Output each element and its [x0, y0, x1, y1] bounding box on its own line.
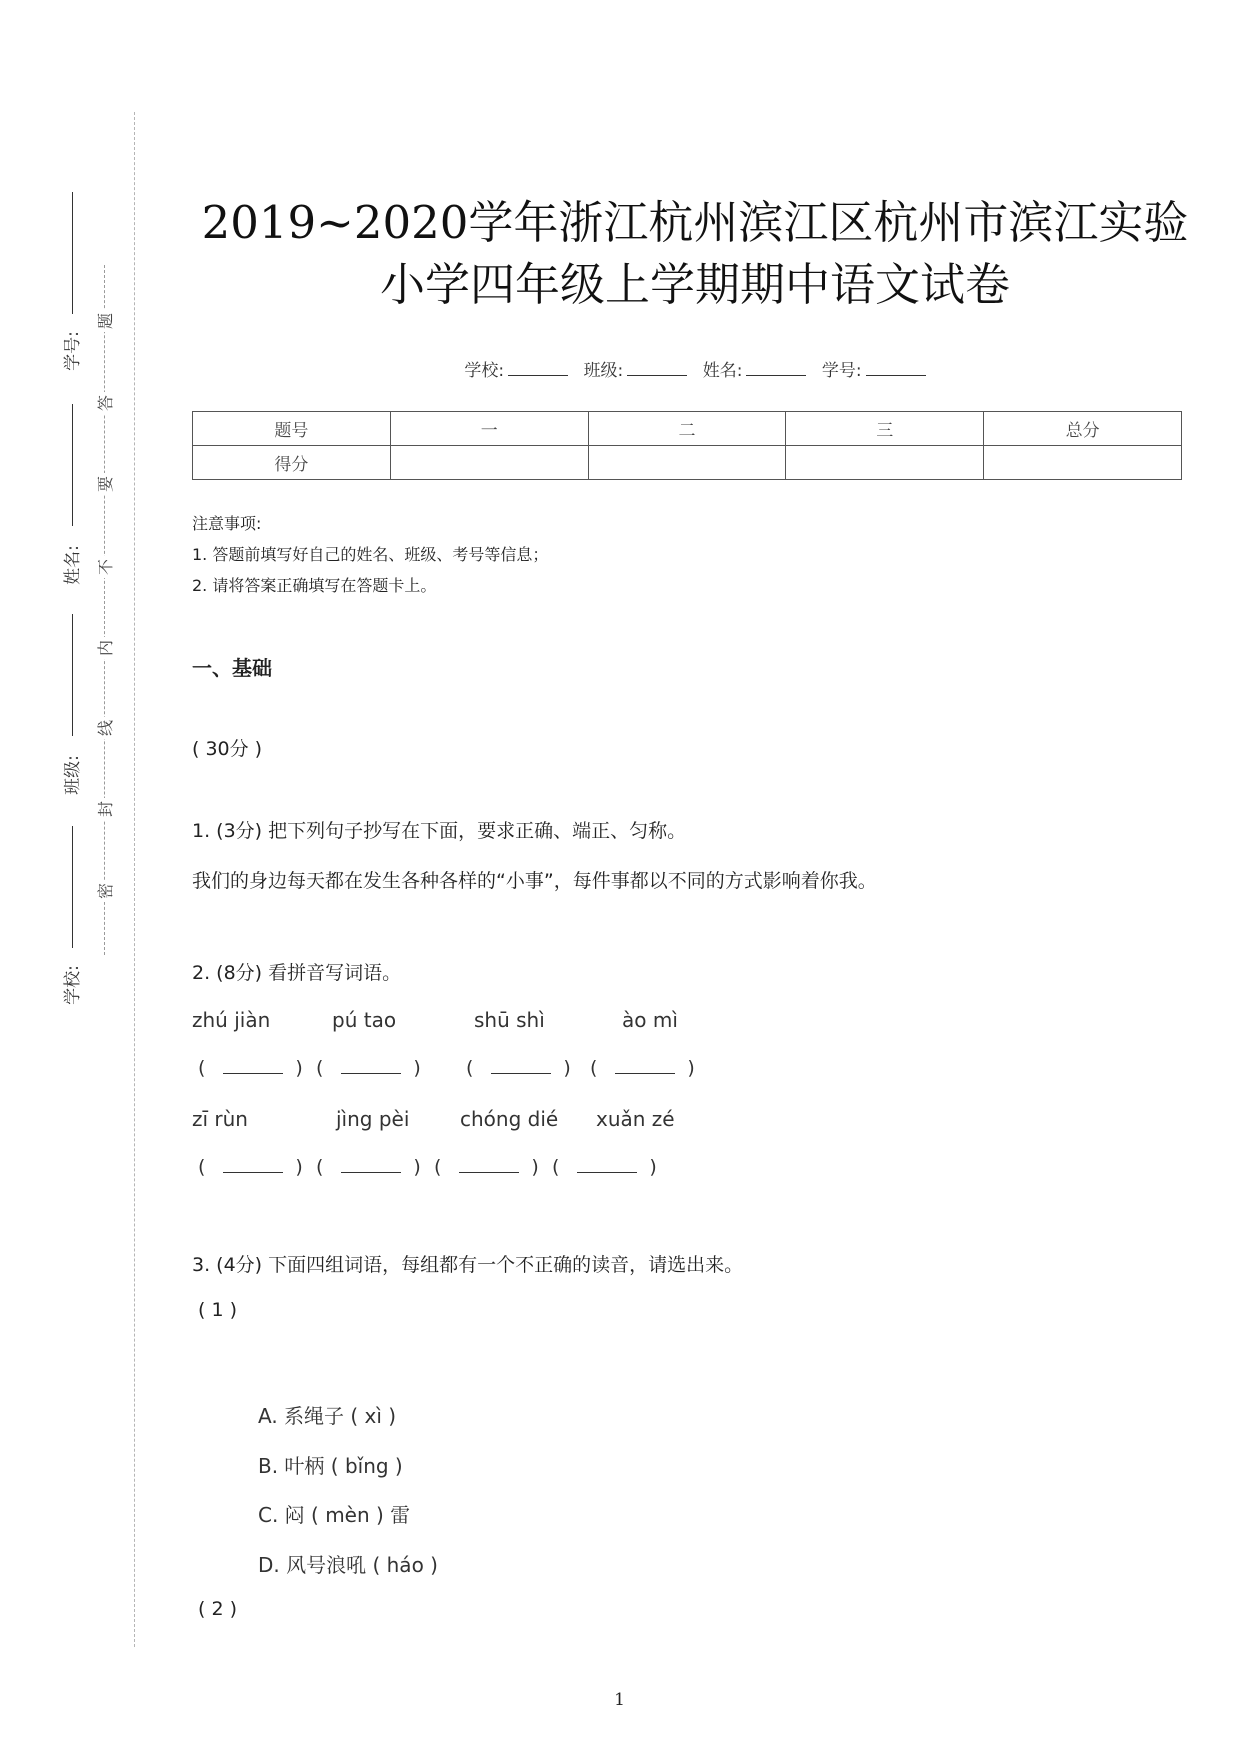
- school-label: 学校:: [63, 965, 83, 1005]
- table-cell: 题号: [193, 412, 391, 446]
- answer-parens[interactable]: ( ): [198, 1057, 303, 1079]
- answer-parens[interactable]: ( ): [552, 1156, 657, 1178]
- student-name-line[interactable]: [72, 404, 73, 526]
- table-cell: 一: [390, 412, 588, 446]
- question-1-stem: 1. (3分) 把下列句子抄写在下面，要求正确、端正、匀称。: [192, 820, 687, 842]
- school-info-label: 学校:: [464, 361, 505, 381]
- seal-char: 题: [93, 310, 115, 332]
- id-blank[interactable]: [866, 361, 926, 376]
- pinyin-label: xuǎn zé: [596, 1107, 675, 1131]
- table-cell: 三: [786, 412, 984, 446]
- name-info-label: 姓名:: [702, 361, 743, 381]
- binding-cut-line: [134, 112, 135, 1647]
- notes-item: 1. 答题前填写好自己的姓名、班级、考号等信息；: [192, 545, 549, 564]
- seal-char: 线: [93, 717, 115, 739]
- student-info-line: [170, 356, 1220, 381]
- answer-parens[interactable]: ( ): [316, 1057, 421, 1079]
- option-c[interactable]: C. 闷 ( mèn ) 雷: [258, 1503, 411, 1527]
- score-cell[interactable]: [390, 446, 588, 480]
- title-line-1: 2019~2020学年浙江杭州滨江区杭州市滨江实验: [201, 196, 1189, 249]
- title-line-2: 小学四年级上学期期中语文试卷: [379, 258, 1010, 311]
- school-blank[interactable]: [508, 361, 568, 376]
- option-a[interactable]: A. 系绳子 ( xì ): [258, 1404, 397, 1428]
- pinyin-label: jìng pèi: [336, 1107, 410, 1131]
- pinyin-label: ào mì: [622, 1008, 678, 1032]
- answer-parens[interactable]: ( ): [198, 1156, 303, 1178]
- student-name-label: 姓名:: [63, 545, 83, 585]
- table-cell: 总分: [984, 412, 1182, 446]
- seal-dashed-line: [104, 265, 105, 955]
- table-row: [193, 446, 1182, 480]
- seal-char: 不: [93, 556, 115, 578]
- option-d[interactable]: D. 风号浪吼 ( háo ): [258, 1553, 438, 1577]
- seal-char: 内: [93, 637, 115, 659]
- name-blank[interactable]: [746, 361, 806, 376]
- class-line[interactable]: [72, 614, 73, 736]
- seal-char: 封: [93, 798, 115, 820]
- score-cell[interactable]: [984, 446, 1182, 480]
- table-cell: 得分: [193, 446, 391, 480]
- score-table: [192, 411, 1182, 480]
- page-number: 1: [614, 1690, 625, 1710]
- answer-parens[interactable]: ( ): [316, 1156, 421, 1178]
- notes-heading: 注意事项:: [192, 514, 262, 533]
- pinyin-label: chóng dié: [460, 1107, 559, 1131]
- class-blank[interactable]: [627, 361, 687, 376]
- score-cell[interactable]: [786, 446, 984, 480]
- seal-char: 密: [93, 880, 115, 902]
- class-info-label: 班级:: [583, 361, 624, 381]
- option-b[interactable]: B. 叶柄 ( bǐng ): [258, 1454, 403, 1478]
- question-1-sentence: 我们的身边每天都在发生各种各样的“小事”，每件事都以不同的方式影响着你我。: [192, 870, 877, 892]
- student-id-line[interactable]: [72, 192, 73, 314]
- answer-parens[interactable]: ( ): [434, 1156, 539, 1178]
- pinyin-label: zī rùn: [192, 1107, 248, 1131]
- pinyin-label: zhú jiàn: [192, 1008, 271, 1032]
- notes: [192, 508, 548, 601]
- pinyin-label: pú tao: [332, 1008, 397, 1032]
- exam-title: [170, 192, 1220, 316]
- sub-question-label: ( 2 ): [198, 1598, 237, 1620]
- table-cell: 二: [588, 412, 786, 446]
- answer-parens[interactable]: ( ): [466, 1057, 571, 1079]
- pinyin-label: shū shì: [474, 1008, 545, 1032]
- notes-item: 2. 请将答案正确填写在答题卡上。: [192, 576, 437, 595]
- section-points: ( 30分 ): [192, 738, 263, 760]
- sub-question-label: ( 1 ): [198, 1299, 237, 1321]
- question-3-stem: 3. (4分) 下面四组词语，每组都有一个不正确的读音，请选出来。: [192, 1254, 744, 1276]
- school-line[interactable]: [72, 826, 73, 948]
- answer-parens[interactable]: ( ): [590, 1057, 695, 1079]
- question-2-stem: 2. (8分) 看拼音写词语。: [192, 962, 402, 984]
- class-label: 班级:: [63, 755, 83, 795]
- seal-char: 答: [93, 392, 115, 414]
- score-cell[interactable]: [588, 446, 786, 480]
- seal-char: 要: [93, 473, 115, 495]
- id-info-label: 学号:: [821, 361, 862, 381]
- student-id-label: 学号:: [63, 331, 83, 371]
- section-title: 一、基础: [192, 656, 272, 680]
- table-row: [193, 412, 1182, 446]
